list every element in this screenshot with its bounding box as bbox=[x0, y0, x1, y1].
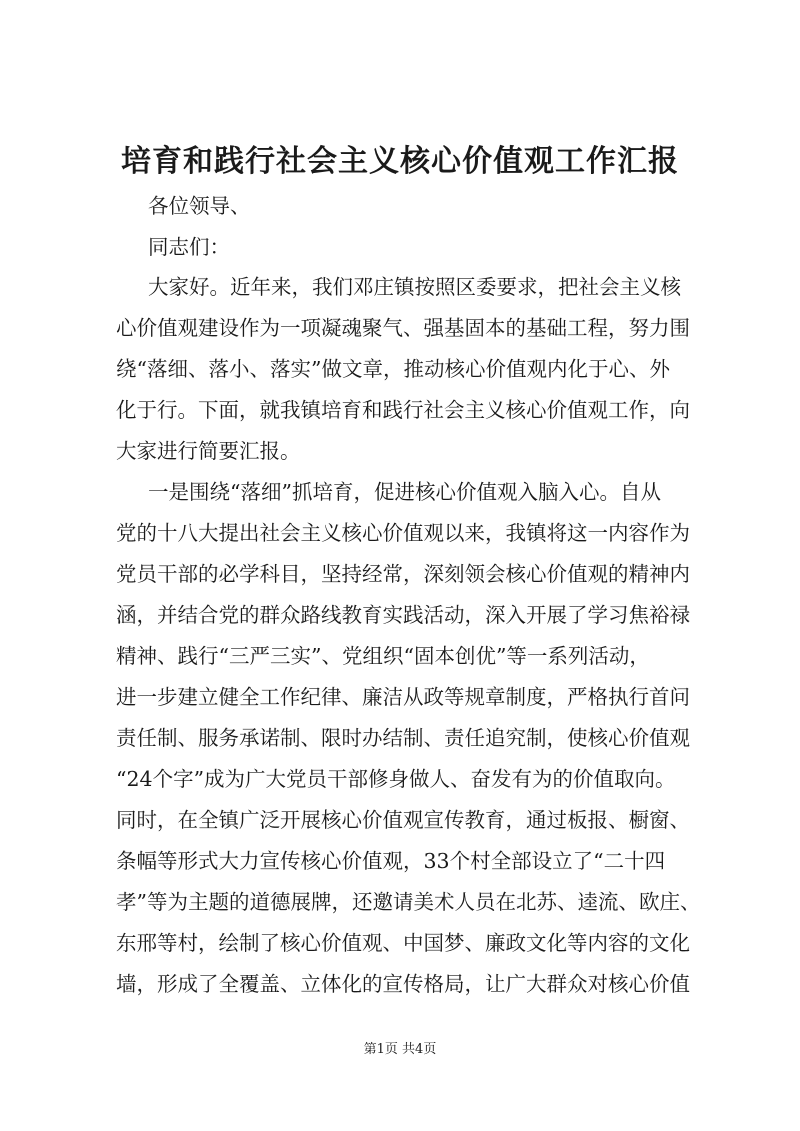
page-number-footer: 第1页 共4页 bbox=[363, 1042, 437, 1057]
paragraph-line: 化于行。下面，就我镇培育和践行社会主义核心价值观工作，向 bbox=[116, 398, 690, 422]
paragraph-line: 同时，在全镇广泛开展核心价值观宣传教育，通过板报、橱窗、 bbox=[116, 808, 690, 832]
paragraph-line: 精神、践行“三严三实”、党组织“固本创优”等一系列活动， bbox=[116, 644, 650, 668]
paragraph-line: 党的十八大提出社会主义核心价值观以来，我镇将这一内容作为 bbox=[116, 521, 690, 545]
paragraph-line: 党员干部的必学科目，坚持经常，深刻领会核心价值观的精神内 bbox=[116, 562, 690, 586]
paragraph-line: 责任制、服务承诺制、限时办结制、责任追究制，使核心价值观 bbox=[116, 726, 690, 750]
paragraph-line: 大家进行简要汇报。 bbox=[116, 439, 301, 463]
paragraph-line: 心价值观建设作为一项凝魂聚气、强基固本的基础工程，努力围 bbox=[116, 316, 690, 340]
paragraph-line: 大家好。近年来，我们邓庄镇按照区委要求，把社会主义核 bbox=[148, 275, 681, 299]
salutation-line: 各位领导、 bbox=[148, 194, 251, 218]
paragraph-line: “24个字”成为广大党员干部修身做人、奋发有为的价值取向。 bbox=[116, 767, 676, 791]
paragraph-line: 绕“落细、落小、落实”做文章，推动核心价值观内化于心、外 bbox=[116, 357, 670, 381]
paragraph-line: 墙，形成了全覆盖、立体化的宣传格局，让广大群众对核心价值 bbox=[116, 972, 690, 996]
paragraph-line: 东邢等村，绘制了核心价值观、中国梦、廉政文化等内容的文化 bbox=[116, 931, 690, 955]
document-title: 培育和践行社会主义核心价值观工作汇报 bbox=[121, 144, 679, 179]
paragraph-line: 孝”等为主题的道德展牌，还邀请美术人员在北苏、逵流、欧庄、 bbox=[116, 890, 701, 914]
paragraph-line: 一是围绕“落细”抓培育，促进核心价值观入脑入心。自从 bbox=[148, 480, 661, 504]
paragraph-line: 涵，并结合党的群众路线教育实践活动，深入开展了学习焦裕禄 bbox=[116, 603, 690, 627]
paragraph-line: 条幅等形式大力宣传核心价值观，33个村全部设立了“二十四 bbox=[116, 849, 666, 873]
salutation-line: 同志们： bbox=[148, 235, 230, 259]
paragraph-line: 进一步建立健全工作纪律、廉洁从政等规章制度，严格执行首问 bbox=[116, 685, 690, 709]
